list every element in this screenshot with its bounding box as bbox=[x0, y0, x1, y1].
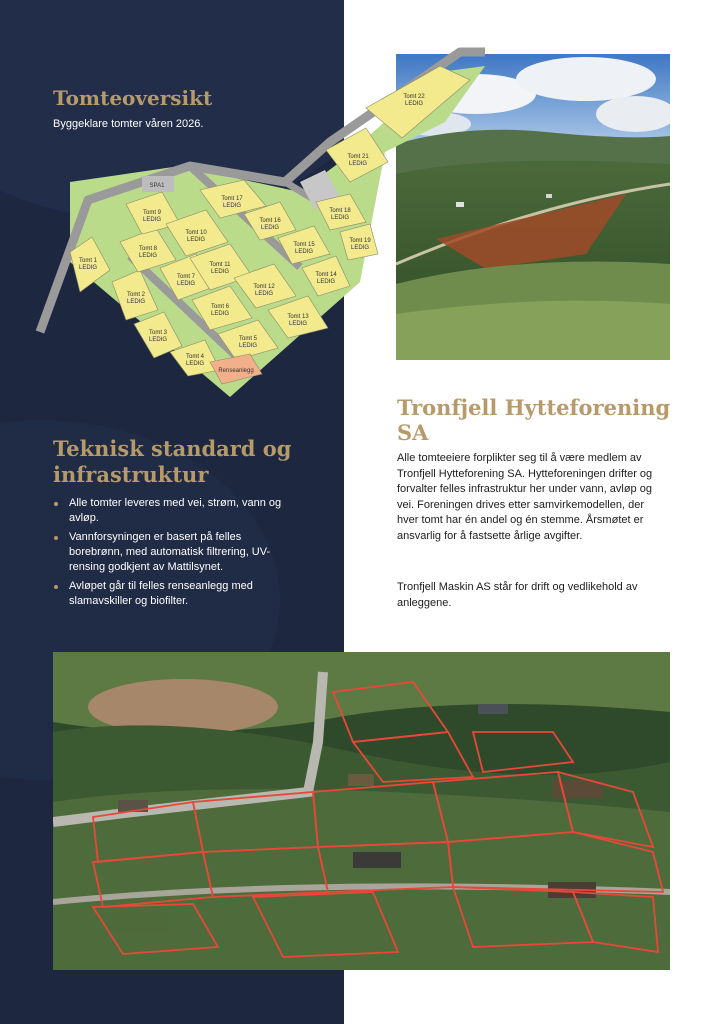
plot-status: LEDIG bbox=[254, 291, 274, 297]
plot-label: Tomt 17 bbox=[221, 196, 243, 202]
bullet-icon bbox=[54, 585, 58, 589]
plot-status: LEDIG bbox=[222, 203, 242, 209]
overview-subtitle: Byggeklare tomter våren 2026. bbox=[53, 118, 204, 130]
list-item-text: Avløpet går til felles renseanlegg med slamavskiller og biofilter. bbox=[69, 580, 253, 607]
plot-label: Tomt 5 bbox=[238, 336, 258, 342]
plot-status: LEDIG bbox=[148, 337, 168, 343]
plot-status: LEDIG bbox=[210, 269, 230, 275]
plot-label: Tomt 18 bbox=[329, 208, 351, 214]
plot-status: LEDIG bbox=[350, 245, 370, 251]
spa-label: SPA1 bbox=[149, 183, 165, 189]
plot-status: LEDIG bbox=[186, 237, 206, 243]
plot-label: Tomt 15 bbox=[293, 242, 315, 248]
list-item-text: Vannforsyningen er basert på felles borebrønn, med automatisk filtrering, UV-rensing godkjent av Mattilsynet. bbox=[69, 531, 271, 573]
bullet-icon bbox=[54, 536, 58, 540]
plot-status: LEDIG bbox=[294, 249, 314, 255]
plot-label: Tomt 1 bbox=[78, 258, 98, 264]
plot-status: LEDIG bbox=[126, 299, 146, 305]
plot-label: Tomt 11 bbox=[209, 262, 231, 268]
plot-label: Tomt 13 bbox=[287, 314, 309, 320]
association-paragraph-2: Tronfjell Maskin AS står for drift og vedlikehold av anleggene. bbox=[397, 581, 638, 609]
association-paragraph-1: Alle tomteeiere forplikter seg til å være medlem av Tronfjell Hytteforening SA. Hytteforeningen drifter og forvalter felles infrastruktur her under vann, avløp og vei. Foreningen drives etter samvirkemodellen, der hver tomt har én andel og én stemme. Årsmøtet er ansvarlig for å fastsette årlige avgifter. bbox=[397, 452, 653, 542]
plot-status: LEDIG bbox=[138, 253, 158, 259]
plot-status: LEDIG bbox=[176, 281, 196, 287]
plot-status: LEDIG bbox=[404, 101, 424, 107]
plot-label: Tomt 12 bbox=[253, 284, 275, 290]
plot-label: Tomt 6 bbox=[210, 304, 230, 310]
plot-status: LEDIG bbox=[78, 265, 98, 271]
plot-status: LEDIG bbox=[210, 311, 230, 317]
plot-status: LEDIG bbox=[288, 321, 308, 327]
plot-label: Tomt 3 bbox=[148, 330, 168, 336]
plot-label: Tomt 21 bbox=[347, 154, 369, 160]
plot-label: Tomt 4 bbox=[185, 354, 205, 360]
list-item bbox=[53, 530, 293, 575]
plot-label: Tomt 8 bbox=[138, 246, 158, 252]
plot-label: Tomt 16 bbox=[259, 218, 281, 224]
technical-list bbox=[53, 496, 293, 613]
plot-status: LEDIG bbox=[142, 217, 162, 223]
plot-label: Tomt 10 bbox=[185, 230, 207, 236]
aerial-photo bbox=[53, 652, 670, 970]
treatment-plant-label: Renseanlegg bbox=[218, 368, 254, 374]
plot-map bbox=[30, 42, 500, 412]
overview-title: Tomteoversikt bbox=[53, 86, 213, 110]
plot-label: Tomt 14 bbox=[315, 272, 337, 278]
association-title: Tronfjell Hytteforening SA bbox=[397, 395, 671, 445]
plot-status: LEDIG bbox=[316, 279, 336, 285]
list-item-text: Alle tomter leveres med vei, strøm, vann og avløp. bbox=[69, 497, 282, 524]
plot-label: Tomt 22 bbox=[403, 94, 425, 100]
plot-label: Tomt 7 bbox=[176, 274, 196, 280]
plot-label: Tomt 9 bbox=[142, 210, 162, 216]
plot-status: LEDIG bbox=[348, 161, 368, 167]
list-item bbox=[53, 496, 293, 526]
plot-status: LEDIG bbox=[330, 215, 350, 221]
plot-label: Tomt 2 bbox=[126, 292, 146, 298]
aerial-photo-image bbox=[53, 652, 670, 970]
plot-status: LEDIG bbox=[185, 361, 205, 367]
bullet-icon bbox=[54, 502, 58, 506]
plot-status: LEDIG bbox=[260, 225, 280, 231]
technical-title: Teknisk standard og infrastruktur bbox=[53, 436, 292, 487]
plot-status: LEDIG bbox=[238, 343, 258, 349]
list-item bbox=[53, 579, 293, 609]
plot-label: Tomt 19 bbox=[349, 238, 371, 244]
